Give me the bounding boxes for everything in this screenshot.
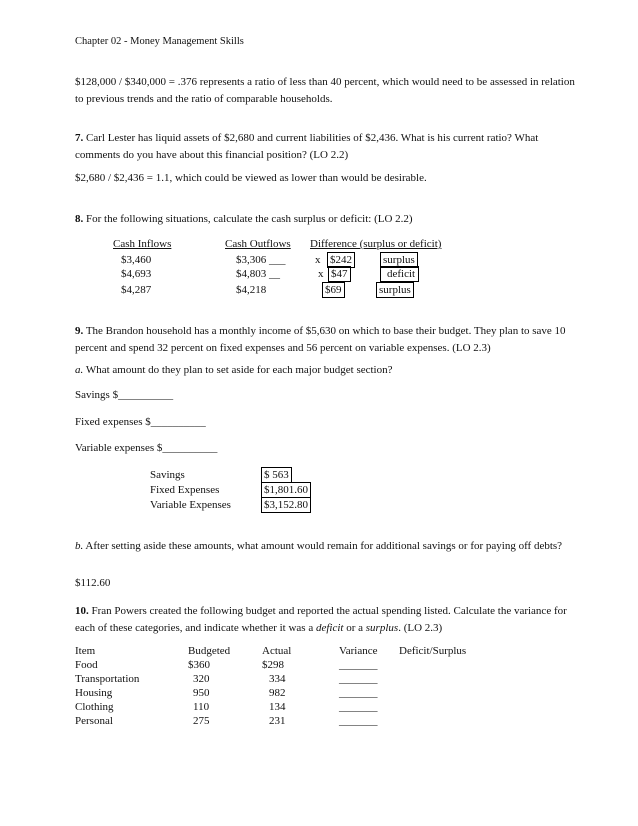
q8-row3-outflow: $4,218	[236, 284, 267, 296]
q10-row-budgeted: 950	[193, 687, 210, 699]
q10-row-budgeted: 320	[193, 673, 210, 685]
q10-header-variance: Variance	[339, 645, 378, 657]
question-7-answer: $2,680 / $2,436 = 1.1, which could be viewed as lower than would be desirable.	[75, 172, 427, 184]
part-a-text: What amount do they plan to set aside for each major budget section?	[85, 364, 393, 376]
question-10-text: Fran Powers created the following budget and reported the actual spending listed. Calculate the variance for each of these categories, and indicate whether it was a	[75, 605, 567, 634]
q8-header-inflows: Cash Inflows	[113, 238, 172, 250]
question-7-number: 7.	[75, 132, 84, 144]
q8-row1-outflow: $3,306 ___	[236, 254, 286, 266]
answer-savings-value: $ 563	[261, 467, 292, 483]
q10-row-item: Housing	[75, 687, 113, 699]
surplus-word: surplus	[365, 622, 399, 634]
answer-variable-label: Variable Expenses	[150, 499, 231, 511]
q10-row-actual: 334	[269, 673, 286, 685]
q10-row-item: Food	[75, 659, 98, 671]
q10-header-deficit-surplus: Deficit/Surplus	[399, 645, 467, 657]
part-b-letter: b.	[75, 540, 84, 552]
question-9-part-b	[75, 538, 575, 555]
q8-row2-inflow: $4,693	[121, 268, 152, 280]
q10-row-item: Clothing	[75, 701, 114, 713]
q8-row1-label: surplus	[380, 252, 418, 268]
intro-paragraph: $128,000 / $340,000 = .376 represents a ratio of less than 40 percent, which would need to be assessed in relation to previous trends and the ratio of comparable households.	[75, 76, 575, 105]
page-header: Chapter 02 - Money Management Skills	[75, 36, 244, 47]
q10-row-budgeted: $360	[188, 659, 210, 671]
question-9-part-a	[75, 362, 575, 379]
q8-row3-label: surplus	[376, 282, 414, 298]
or-word: or a	[346, 622, 364, 634]
q10-row-actual: 134	[269, 701, 286, 713]
q8-header-outflows: Cash Outflows	[225, 238, 291, 250]
blank-fixed-expenses: Fixed expenses $__________	[75, 416, 206, 428]
question-9-number: 9.	[75, 325, 84, 337]
question-10	[75, 603, 575, 637]
part-a-letter: a.	[75, 364, 84, 376]
q8-row1-inflow: $3,460	[121, 254, 152, 266]
answer-variable-value: $3,152.80	[261, 497, 311, 513]
q10-header-actual: Actual	[262, 645, 292, 657]
question-10-number: 10.	[75, 605, 89, 617]
q8-row2-outflow: $4,803 __	[236, 268, 280, 280]
q8-row2-difference: $47	[328, 266, 351, 282]
q10-row-variance: _______	[339, 687, 378, 699]
q8-header-difference: Difference (surplus or deficit)	[310, 238, 442, 250]
q10-row-variance: _______	[339, 659, 378, 671]
answer-savings-label: Savings	[150, 469, 185, 481]
q8-row3-difference: $69	[322, 282, 345, 298]
q10-row-actual: $298	[262, 659, 284, 671]
q10-header-item: Item	[75, 645, 96, 657]
q10-row-budgeted: 110	[193, 701, 210, 713]
q10-row-budgeted: 275	[193, 715, 210, 727]
question-8-text: For the following situations, calculate the cash surplus or deficit: (LO 2.2)	[86, 213, 413, 225]
blank-variable-expenses: Variable expenses $__________	[75, 442, 218, 454]
part-b-text: After setting aside these amounts, what amount would remain for additional savings or for paying off debts?	[85, 540, 563, 552]
answer-fixed-value: $1,801.60	[261, 482, 311, 498]
q10-row-item: Transportation	[75, 673, 140, 685]
part-b-answer: $112.60	[75, 577, 111, 589]
q10-row-variance: _______	[339, 701, 378, 713]
q8-row3-inflow: $4,287	[121, 284, 152, 296]
question-7	[75, 130, 575, 164]
question-7-text: Carl Lester has liquid assets of $2,680 and current liabilities of $2,436. What is his current ratio? What comments do you have about this financial position? (LO 2.2)	[75, 132, 539, 161]
q10-row-variance: _______	[339, 673, 378, 685]
answer-fixed-label: Fixed Expenses	[150, 484, 220, 496]
q10-row-actual: 231	[269, 715, 286, 727]
q10-row-variance: _______	[339, 715, 378, 727]
q8-row1-mark: x	[315, 254, 321, 266]
q10-row-item: Personal	[75, 715, 113, 727]
deficit-word: deficit	[315, 622, 344, 634]
question-10-end: . (LO 2.3)	[398, 622, 443, 634]
question-9-text: The Brandon household has a monthly income of $5,630 on which to base their budget. They plan to save 10 percent and spend 32 percent on fixed expenses and 56 percent on variable expenses. (LO 2.3)	[75, 325, 566, 354]
question-8-number: 8.	[75, 213, 84, 225]
q8-row2-label: deficit	[380, 266, 419, 282]
q8-row2-mark: x	[318, 268, 324, 280]
question-9	[75, 323, 575, 357]
q8-row1-difference: $242	[327, 252, 355, 268]
q10-header-budgeted: Budgeted	[188, 645, 231, 657]
q10-row-actual: 982	[269, 687, 286, 699]
blank-savings: Savings $__________	[75, 389, 174, 401]
question-8	[75, 211, 575, 228]
